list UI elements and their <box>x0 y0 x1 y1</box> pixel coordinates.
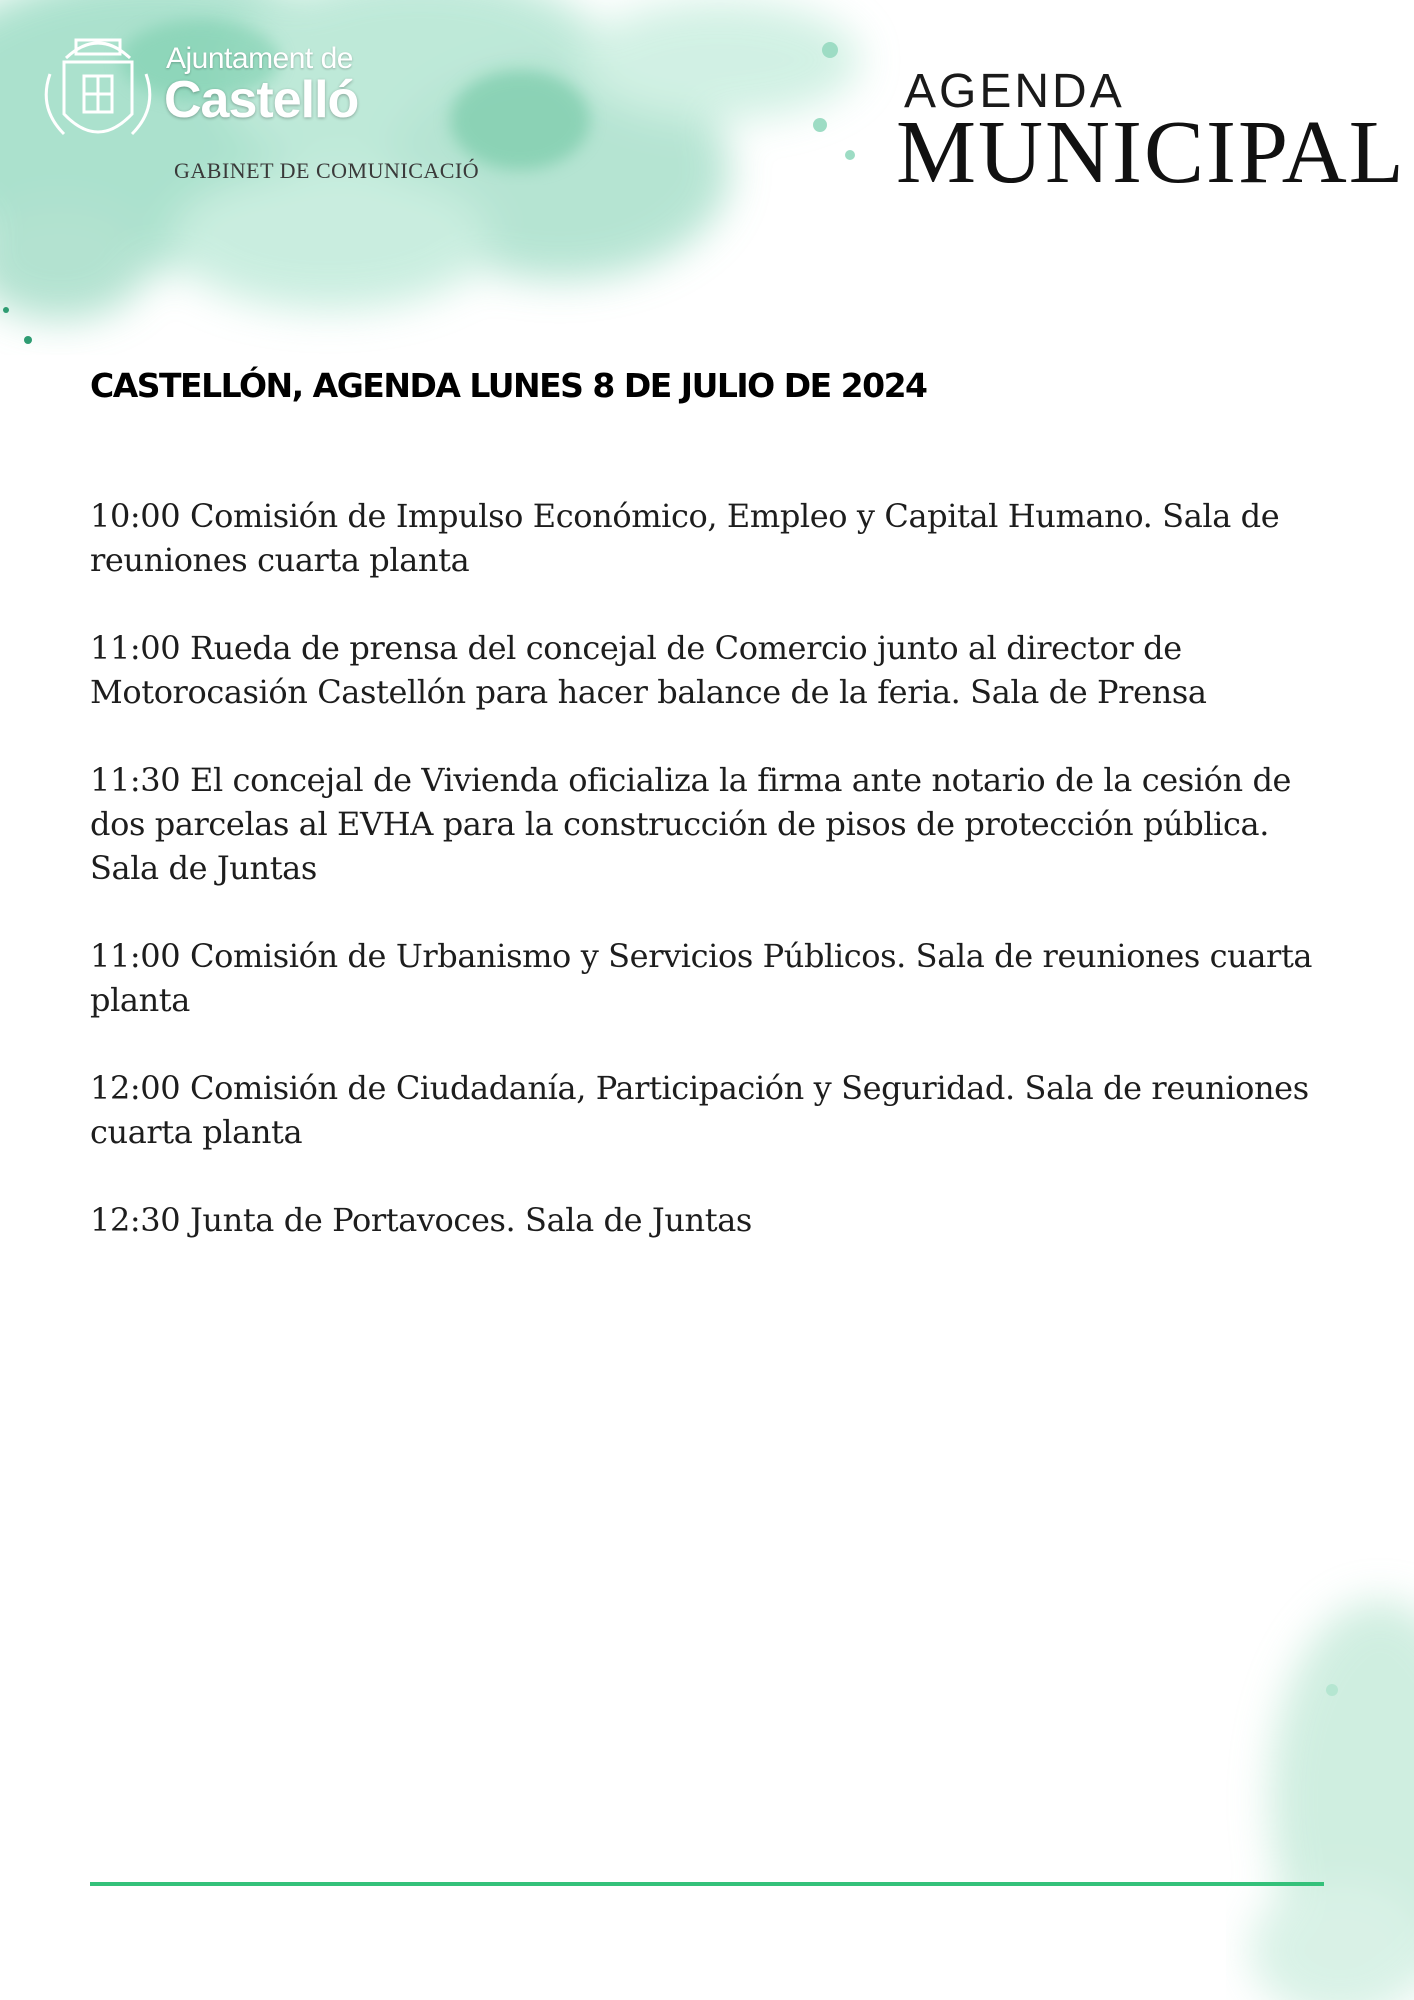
logo-line-castello: Castelló <box>164 71 359 129</box>
event-list <box>90 494 1340 1286</box>
logo-line-gabinet: GABINET DE COMUNICACIÓ <box>174 158 480 183</box>
agenda-label: AGENDA <box>904 65 1125 118</box>
event-item: 11:00 Comisión de Urbanismo y Servicios Públicos. Sala de reuniones cuarta planta <box>90 937 1313 1019</box>
logo-line-ajuntament: Ajuntament de <box>166 42 353 75</box>
event-item: 12:00 Comisión de Ciudadanía, Participación y Seguridad. Sala de reuniones cuarta planta <box>90 1069 1309 1151</box>
event-item: 11:30 El concejal de Vivienda oficializa la firma ante notario de la cesión de dos parcelas al EVHA para la construcción de pisos de protección pública. Sala de Juntas <box>90 761 1292 887</box>
castello-crest-icon <box>36 18 160 158</box>
event-item: 10:00 Comisión de Impulso Económico, Empleo y Capital Humano. Sala de reuniones cuarta planta <box>90 497 1280 579</box>
logo <box>36 18 516 183</box>
document-heading: CASTELLÓN, AGENDA LUNES 8 DE JULIO DE 2024 <box>90 366 927 405</box>
footer-divider <box>90 1882 1324 1886</box>
event-item: 11:00 Rueda de prensa del concejal de Comercio junto al director de Motorocasión Castellón para hacer balance de la feria. Sala de Prensa <box>90 629 1207 711</box>
event-item: 12:30 Junta de Portavoces. Sala de Juntas <box>90 1201 752 1239</box>
municipal-label: MUNICIPAL <box>896 103 1406 202</box>
